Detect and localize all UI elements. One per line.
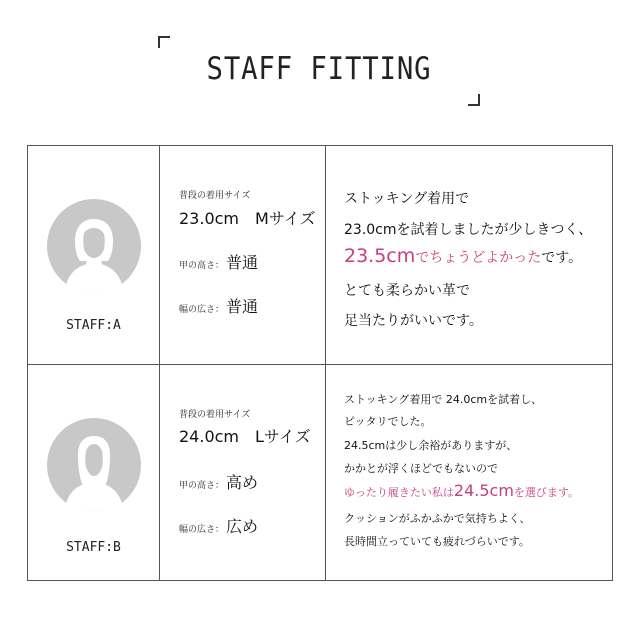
size-caption: 普段の着用サイズ: [179, 410, 251, 420]
width-label: 幅の広さ：: [179, 305, 225, 315]
instep-label: 甲の高さ：: [179, 481, 225, 491]
instep-height: [179, 250, 258, 273]
instep-value: 普通: [226, 253, 259, 272]
female-short-hair-avatar-icon: [47, 199, 141, 293]
comment-line: ストッキング着用で: [344, 191, 470, 207]
instep-value: 高め: [226, 473, 259, 492]
highlight-size: 24.5cm: [453, 481, 514, 500]
foot-width: [179, 514, 258, 537]
comment-tail: です。: [541, 250, 583, 266]
page-title: STAFF FITTING: [206, 51, 432, 87]
width-value: 広め: [226, 517, 259, 536]
comment-line: [344, 245, 582, 267]
highlight-tail: を選びます。: [513, 486, 580, 499]
size-cell: [159, 365, 326, 581]
staff-cell: [28, 146, 160, 364]
highlight-text: ゆったり履きたい私は: [344, 486, 454, 499]
highlight-size: 23.5cm: [344, 245, 416, 267]
staff-label: STAFF:B: [66, 540, 121, 555]
staff-label: STAFF:A: [66, 318, 121, 333]
title-corner-bottom-right: [468, 94, 480, 106]
width-label: 幅の広さ：: [179, 525, 225, 535]
comment-line: 長時間立っていても疲れづらいです。: [344, 535, 530, 548]
size-cell: [159, 146, 326, 364]
comment-line: かかとが浮くほどでもないので: [344, 462, 498, 475]
staff-row: [28, 146, 612, 364]
staff-row: [28, 364, 612, 581]
instep-height: [179, 470, 258, 493]
staff-cell: [28, 365, 160, 581]
comment-line: 足当たりがいいです。: [344, 313, 483, 329]
fitting-table: [27, 145, 613, 581]
highlight-text: でちょうどよかった: [415, 250, 542, 266]
usual-size-value: 24.0cm Lサイズ: [179, 427, 311, 446]
comment-line: とても柔らかい革で: [344, 283, 470, 299]
female-long-hair-avatar-icon: [47, 418, 141, 512]
usual-size-value: 23.0cm Mサイズ: [179, 209, 316, 228]
comment-line: [344, 481, 579, 500]
comment-cell: [326, 146, 612, 364]
comment-line: クッションがふかふかで気持ちよく、: [344, 512, 531, 525]
title-frame: [158, 36, 480, 106]
comment-line: ピッタリでした。: [344, 415, 432, 428]
comment-cell: [326, 365, 612, 581]
comment-line: 23.0cmを試着しましたが少しきつく、: [344, 222, 593, 238]
foot-width: [179, 294, 258, 317]
size-caption: 普段の着用サイズ: [179, 191, 251, 201]
comment-line: 24.5cmは少し余裕がありますが、: [344, 439, 518, 452]
comment-line: ストッキング着用で 24.0cmを試着し、: [344, 393, 543, 406]
title-corner-top-left: [158, 36, 170, 48]
instep-label: 甲の高さ：: [179, 261, 225, 271]
width-value: 普通: [226, 297, 259, 316]
